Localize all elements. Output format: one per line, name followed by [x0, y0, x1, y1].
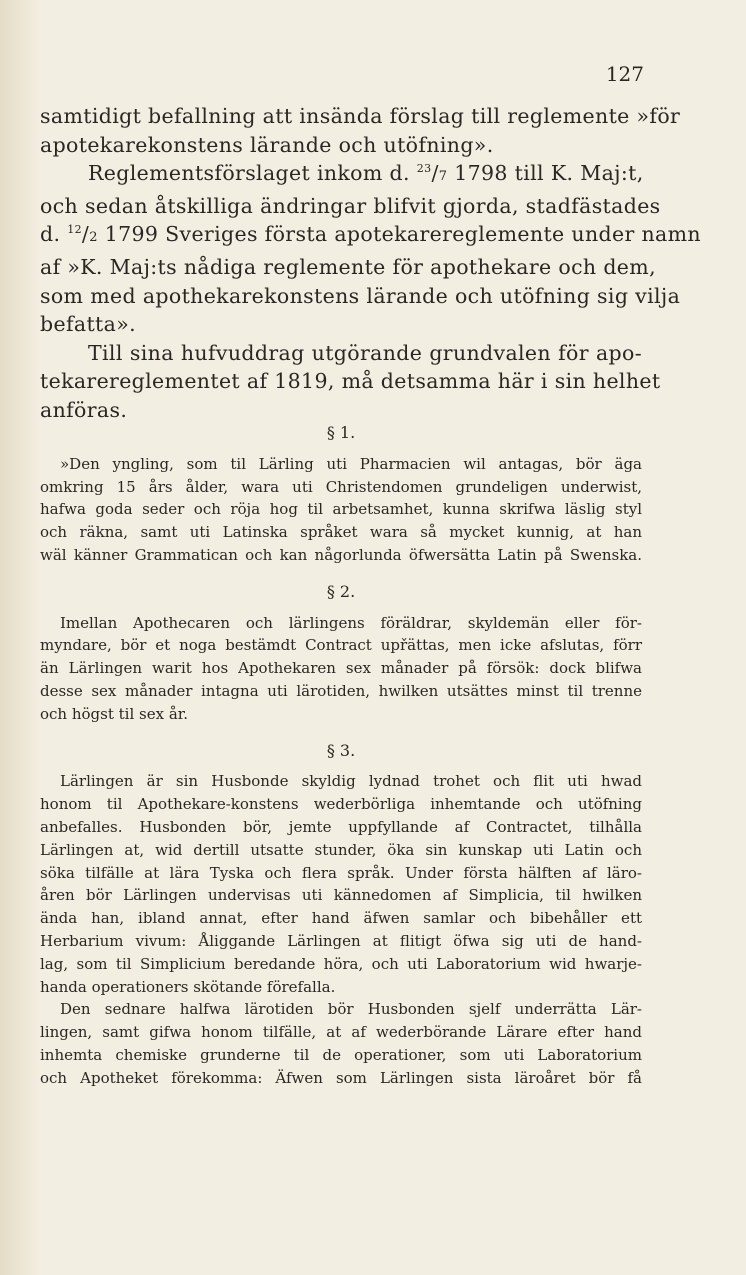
- text-line: apotekarekonstens lärande och utöfning».: [40, 132, 494, 157]
- text-fragment: Reglementsförslaget inkom d.: [88, 161, 410, 186]
- text-line: desse sex månader intagna uti lärotiden, hwilken utsättes minst til trenne: [40, 681, 642, 700]
- paragraph-2: [40, 159, 701, 339]
- text-line: och räkna, samt uti Latinska språket wara så mycket kunnig, at han: [40, 523, 642, 542]
- text-line: ända han, ibland annat, efter hand äfwen samlar och bibehåller ett: [40, 909, 642, 928]
- text-line: hafwa goda seder och röja hog til arbetsamhet, kunna skrifwa läslig styl: [40, 500, 642, 519]
- text-line: Lärlingen är sin Husbonde skyldig lydnad trohet och flit uti hwad: [60, 772, 642, 791]
- section-heading: § 3.: [326, 740, 356, 760]
- text-line: Till sina hufvuddrag utgörande grundvalen för apo-: [88, 340, 642, 365]
- text-line: Lärlingen at, wid dertill utsatte stunder, öka sin kunskap uti Latin och: [40, 840, 642, 859]
- intro-text: [40, 102, 701, 425]
- text-line: och högst til sex år.: [40, 704, 189, 723]
- text-line: Imellan Apothecaren och lärlingens föräldrar, skyldemän eller för-: [60, 613, 642, 632]
- text-line: söka tilfälle at lära Tyska och flera språk. Under första hälften af läro-: [40, 863, 642, 882]
- page-edge-shadow: [0, 0, 40, 1275]
- section-1: [40, 422, 642, 567]
- text-line: lag, som til Simplicium beredande höra, och uti Laboratorium wid hwarje-: [40, 954, 642, 973]
- date-numerator: 23: [416, 162, 432, 176]
- regulation-sections: [40, 422, 642, 1104]
- page-number: 127: [605, 62, 644, 86]
- text-line: samtidigt befallning att insända förslag till reglemente »för: [40, 104, 681, 128]
- text-line: wäl känner Grammatican och kan någorlunda öfwersätta Latin på Swenska.: [40, 545, 642, 564]
- paragraph-1: [40, 102, 681, 159]
- paragraph-3: [40, 339, 661, 425]
- text-line: tekarereglementet af 1819, må detsamma här i sin helhet: [40, 369, 661, 394]
- text-line: omkring 15 års ålder, wara uti Christendomen grundeligen underwist,: [40, 477, 642, 496]
- text-line: inhemta chemiske grunderne til de operationer, som uti Laboratorium: [40, 1045, 642, 1064]
- section-3: [40, 740, 642, 1090]
- text-line: Reglementsförslaget inkom d. $^{23}$/7 1798 till K. Maj:t,: [88, 161, 644, 186]
- text-line: än Lärlingen warit hos Apothekaren sex månader på försök: dock blifwa: [40, 659, 642, 678]
- date-numerator: 12: [67, 223, 82, 237]
- section-heading: § 2.: [326, 581, 356, 601]
- text-fragment: d.: [40, 222, 61, 247]
- text-line: d. $^{12}$/2 1799 Sveriges första apotekarereglemente under namn: [40, 222, 701, 247]
- text-fragment: 1799 Sveriges första apotekarereglemente under namn: [104, 222, 701, 247]
- text-line: myndare, bör et noga bestämdt Contract upřättas, men icke afslutas, förr: [40, 636, 642, 655]
- text-line: och sedan åtskilliga ändringar blifvit gjorda, stadfästades: [40, 193, 661, 218]
- text-line: handa operationers skötande förefalla.: [40, 977, 336, 996]
- text-line: lingen, samt gifwa honom tilfälle, at af wederbörande Lärare efter hand: [40, 1023, 642, 1042]
- date-denominator: 7: [438, 169, 448, 185]
- date-denominator: 2: [89, 230, 98, 246]
- text-line: honom til Apothekare-konstens wederbörliga inhemtande och utöfning: [40, 795, 642, 814]
- section-2: [40, 581, 642, 726]
- text-line: Den sednare halfwa lärotiden bör Husbonden sjelf underrätta Lär-: [60, 1000, 642, 1019]
- text-line: Herbarium vivum: Åliggande Lärlingen at flitigt öfwa sig uti de hand-: [40, 931, 642, 950]
- text-line: af »K. Maj:ts nådiga reglemente för apothekare och dem,: [40, 254, 656, 279]
- text-line: befatta».: [40, 312, 136, 337]
- text-line: »Den yngling, som til Lärling uti Pharmacien wil antagas, bör äga: [60, 454, 642, 473]
- text-line: anbefalles. Husbonden bör, jemte uppfyllande af Contractet, tilhålla: [40, 817, 642, 836]
- text-line: och Apotheket förekomma: Äfwen som Lärlingen sista läroåret bör få: [40, 1068, 642, 1087]
- text-line: åren bör Lärlingen undervisas uti kännedomen af Simplicia, til hwilken: [40, 886, 642, 905]
- section-heading: § 1.: [326, 423, 356, 442]
- text-line: anföras.: [40, 397, 128, 422]
- text-line: som med apothekarekonstens lärande och utöfning sig vilja: [40, 283, 681, 308]
- text-fragment: 1798 till K. Maj:t,: [454, 161, 644, 186]
